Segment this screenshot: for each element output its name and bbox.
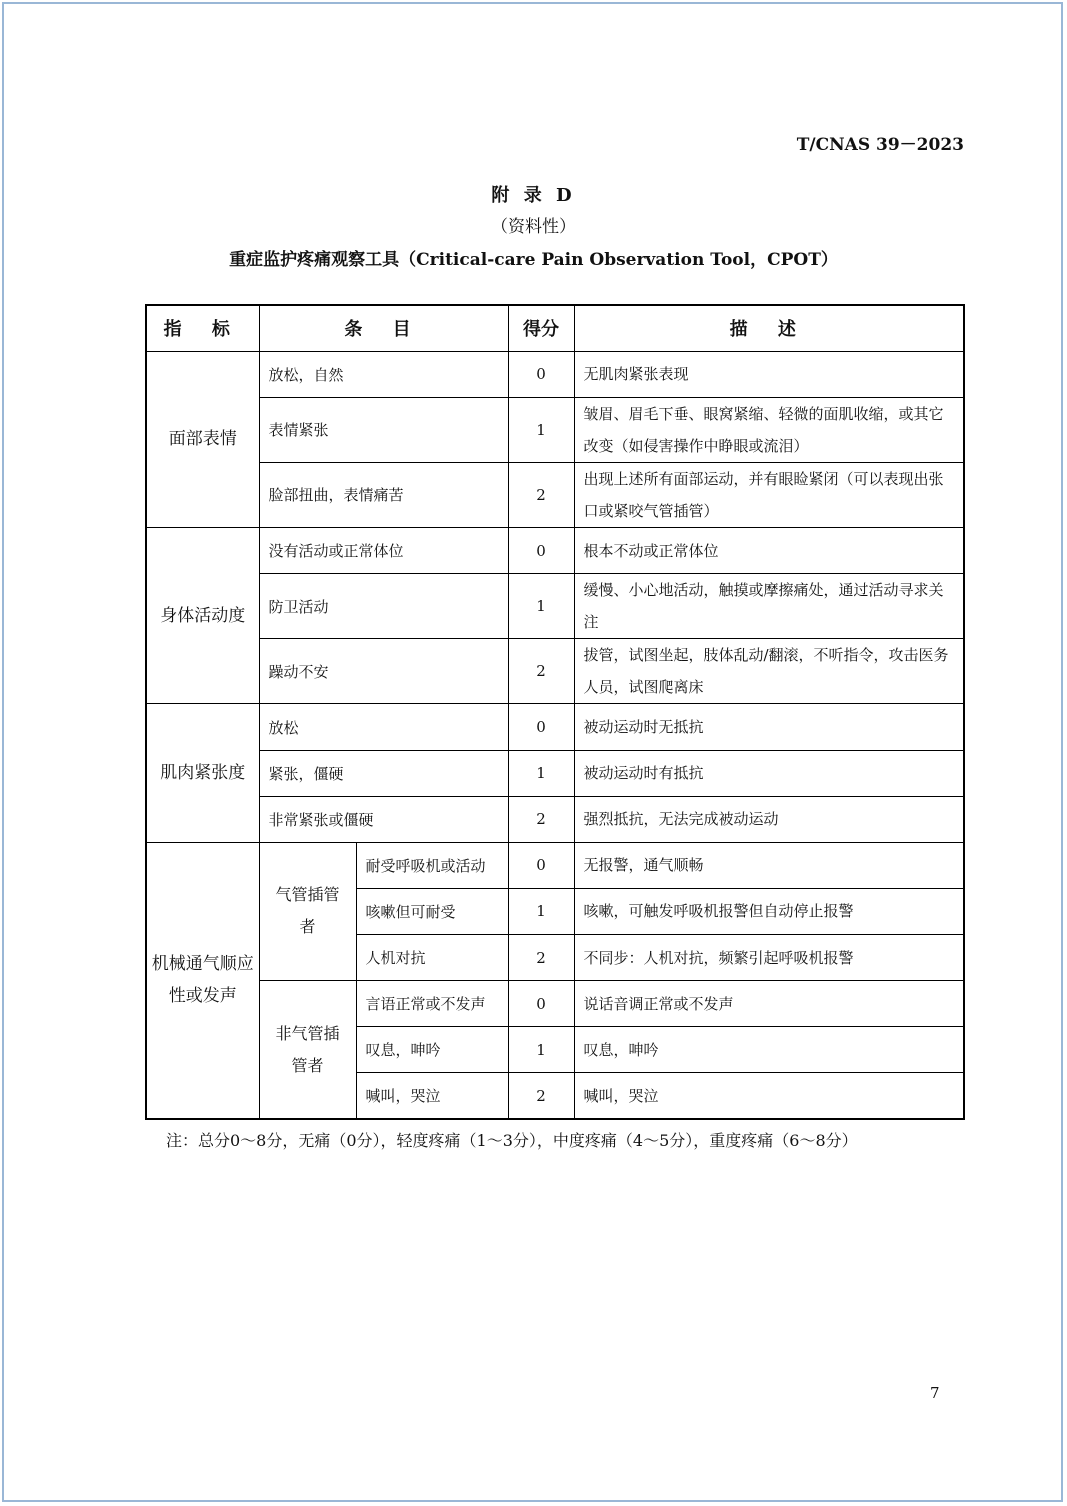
description-cell: 被动运动时有抵抗 [574,750,964,796]
description-cell: 被动运动时无抵抗 [574,704,964,750]
item-cell: 表情紧张 [259,397,508,462]
description-cell: 无肌肉紧张表现 [574,351,964,397]
item-cell: 非常紧张或僵硬 [259,796,508,842]
indicator-body-movement: 身体活动度 [146,528,259,704]
group-intubated: 气管插管者 [259,842,356,980]
description-cell: 根本不动或正常体位 [574,528,964,574]
description-cell: 咳嗽，可触发呼吸机报警但自动停止报警 [574,888,964,934]
score-cell: 2 [508,462,574,527]
score-cell: 1 [508,1027,574,1073]
header-score: 得分 [508,305,574,351]
score-cell: 0 [508,351,574,397]
table-row [146,351,964,397]
header-item: 条 目 [259,305,508,351]
item-cell: 放松，自然 [259,351,508,397]
header-indicator: 指 标 [146,305,259,351]
table-row [146,639,964,704]
description-cell: 缓慢、小心地活动，触摸或摩擦痛处，通过活动寻求关注 [574,574,964,639]
description-cell: 不同步：人机对抗，频繁引起呼吸机报警 [574,935,964,981]
score-cell: 2 [508,796,574,842]
header-description: 描 述 [574,305,964,351]
table-title: 重症监护疼痛观察工具（Critical-care Pain Observation Tool，CPOT） [229,250,838,270]
score-cell: 1 [508,397,574,462]
item-cell: 咳嗽但可耐受 [356,888,508,934]
item-cell: 没有活动或正常体位 [259,528,508,574]
table-row [146,796,964,842]
appendix-title: 附 录 D [491,185,576,206]
item-cell: 言语正常或不发声 [356,981,508,1027]
table-row [146,397,964,462]
score-cell: 0 [508,528,574,574]
score-cell: 2 [508,935,574,981]
score-cell: 1 [508,750,574,796]
description-cell: 皱眉、眉毛下垂、眼窝紧缩、轻微的面肌收缩，或其它改变（如侵害操作中睁眼或流泪） [574,397,964,462]
table-row [146,704,964,750]
item-cell: 叹息，呻吟 [356,1027,508,1073]
table-row [146,462,964,527]
item-cell: 喊叫，哭泣 [356,1073,508,1119]
group-non-intubated: 非气管插管者 [259,981,356,1119]
score-cell: 1 [508,574,574,639]
description-cell: 喊叫，哭泣 [574,1073,964,1119]
document-id: T/CNAS 39－2023 [796,135,964,155]
cpot-table [145,304,965,1120]
description-cell: 无报警，通气顺畅 [574,842,964,888]
table-row [146,574,964,639]
description-cell: 出现上述所有面部运动，并有眼睑紧闭（可以表现出张口或紧咬气管插管） [574,462,964,527]
table-header-row [146,305,964,351]
description-cell: 强烈抵抗，无法完成被动运动 [574,796,964,842]
description-cell: 拔管，试图坐起，肢体乱动/翻滚，不听指令，攻击医务人员，试图爬离床 [574,639,964,704]
score-cell: 0 [508,704,574,750]
item-cell: 耐受呼吸机或活动 [356,842,508,888]
description-cell: 说话音调正常或不发声 [574,981,964,1027]
table-row [146,750,964,796]
score-cell: 2 [508,1073,574,1119]
score-cell: 0 [508,981,574,1027]
table-note: 注：总分0～8分，无痛（0分），轻度疼痛（1～3分），中度疼痛（4～5分），重度疼痛（6～8分） [166,1131,858,1150]
description-cell: 叹息，呻吟 [574,1027,964,1073]
page-number: 7 [930,1384,940,1402]
item-cell: 躁动不安 [259,639,508,704]
table-row [146,981,964,1027]
item-cell: 紧张，僵硬 [259,750,508,796]
table-row [146,528,964,574]
score-cell: 1 [508,888,574,934]
item-cell: 脸部扭曲，表情痛苦 [259,462,508,527]
item-cell: 人机对抗 [356,935,508,981]
indicator-muscle-tension: 肌肉紧张度 [146,704,259,842]
item-cell: 放松 [259,704,508,750]
appendix-type: （资料性） [491,217,576,237]
score-cell: 2 [508,639,574,704]
indicator-facial-expression: 面部表情 [146,351,259,527]
indicator-ventilation-vocalization: 机械通气顺应性或发声 [146,842,259,1119]
score-cell: 0 [508,842,574,888]
item-cell: 防卫活动 [259,574,508,639]
table-row [146,842,964,888]
